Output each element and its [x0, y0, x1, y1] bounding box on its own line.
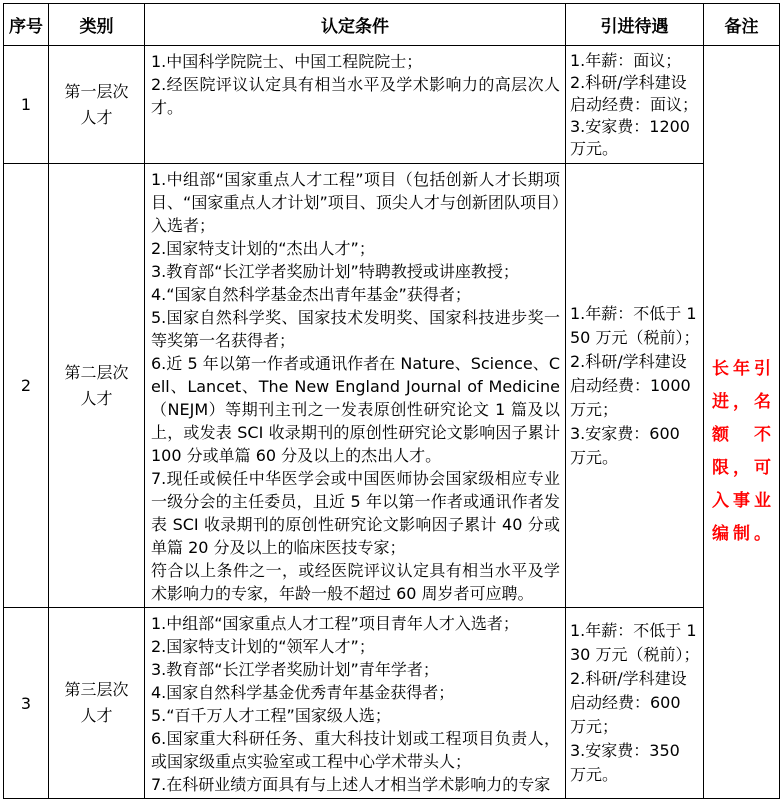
- list-item-text: 6.国家重大科研任务、重大科技计划或工程项目负责人，或国家级重点实验室或工程中心学术带头人；: [151, 729, 560, 771]
- conditions-cell: [145, 164, 566, 608]
- list-item-text: 7.现任或候任中华医学会或中国医师协会国家级相应专业一级分会的主任委员，且近 5 年以第一作者或通讯作者发表 SCI 收录期刊的原创性研究论文影响因子累计 40 分或单篇 20 分及以上的临床医技专家；: [151, 469, 560, 557]
- table-row-tier2: [4, 164, 780, 608]
- col-header-benefits: 引进待遇: [566, 4, 704, 46]
- list-item-text: 1.年薪：不低于 150 万元（税前）；: [570, 303, 700, 347]
- remark-cell: 长年引进，名额不限，可入事业编制。: [704, 46, 780, 799]
- category-label: 第二层次人才: [49, 164, 145, 608]
- category-label: 第一层次人才: [49, 46, 145, 164]
- list-item-text: 2.科研/学科建设启动经费：面议；: [570, 72, 699, 114]
- list-item-text: 1.年薪：面议；: [570, 50, 682, 70]
- list-item-text: 3.安家费：350 万元。: [570, 741, 680, 784]
- col-header-category: 类别: [49, 4, 145, 46]
- list-item-text: 1.年薪：不低于 130 万元（税前）；: [570, 621, 700, 664]
- benefits-cell: [566, 164, 704, 608]
- list-item-text: 3.安家费：1200 万元。: [570, 116, 690, 158]
- conditions-cell: [145, 608, 566, 799]
- category-label: 第三层次人才: [49, 608, 145, 799]
- list-item-text: 1.中组部“国家重点人才工程”项目青年人才入选者；: [151, 614, 519, 633]
- benefits-cell: [566, 608, 704, 799]
- list-item-text: 1.中组部“国家重点人才工程”项目（包括创新人才长期项目、“国家重点人才计划”项目、顶尖人才与创新团队项目）入选者；: [151, 170, 560, 235]
- row-number: 1: [4, 46, 49, 164]
- row-number: 3: [4, 608, 49, 799]
- list-item-text: 2.科研/学科建设启动经费：600 万元；: [570, 669, 687, 736]
- row-number: 2: [4, 164, 49, 608]
- list-item-text: 6.近 5 年以第一作者或通讯作者在 Nature、Science、Cell、Lancet、The New England Journal of Medicine（NEJM）等期刊主刊之一发表原创性研究论文 1 篇及以上，或发表 SCI 收录期刊的原创性研究论文影响因子累计 100 分或单篇 60 分及以上的杰出人才。: [151, 354, 560, 465]
- header-row: [4, 4, 780, 46]
- list-item-text: 4.国家自然科学基金优秀青年基金获得者；: [151, 683, 455, 702]
- benefits-cell: [566, 46, 704, 164]
- list-item-text: 3.教育部“长江学者奖励计划”青年学者；: [151, 660, 439, 679]
- table-row-tier1: [4, 46, 780, 164]
- col-header-no: 序号: [4, 4, 49, 46]
- list-item-text: 3.安家费：600 万元。: [570, 423, 680, 467]
- list-item-text: 符合以上条件之一，或经医院评议认定具有相当水平及学术影响力的专家，年龄一般不超过 60 周岁者可应聘。: [151, 561, 560, 603]
- list-item-text: 2.国家特支计划的“杰出人才”；: [151, 239, 375, 258]
- list-item-text: 2.科研/学科建设启动经费：1000 万元；: [570, 351, 691, 419]
- list-item-text: 4.“国家自然科学基金杰出青年基金”获得者；: [151, 285, 471, 304]
- table-row-tier3: [4, 608, 780, 799]
- conditions-cell: [145, 46, 566, 164]
- list-item-text: 5.国家自然科学奖、国家技术发明奖、国家科技进步奖一等奖第一名获得者；: [151, 308, 560, 350]
- col-header-conditions: 认定条件: [145, 4, 566, 46]
- list-item-text: 7.在科研业绩方面具有与上述人才相当学术影响力的专家: [151, 775, 551, 794]
- list-item-text: 3.教育部“长江学者奖励计划”特聘教授或讲座教授；: [151, 262, 519, 281]
- list-item-text: 2.国家特支计划的“领军人才”；: [151, 637, 375, 656]
- list-item-text: 1.中国科学院院士、中国工程院院士；: [151, 52, 423, 71]
- list-item-text: 2.经医院评议认定具有相当水平及学术影响力的高层次人才。: [151, 75, 560, 117]
- col-header-remark: 备注: [704, 4, 780, 46]
- talent-recruitment-table: [3, 3, 780, 799]
- list-item-text: 5.“百千万人才工程”国家级人选；: [151, 706, 391, 725]
